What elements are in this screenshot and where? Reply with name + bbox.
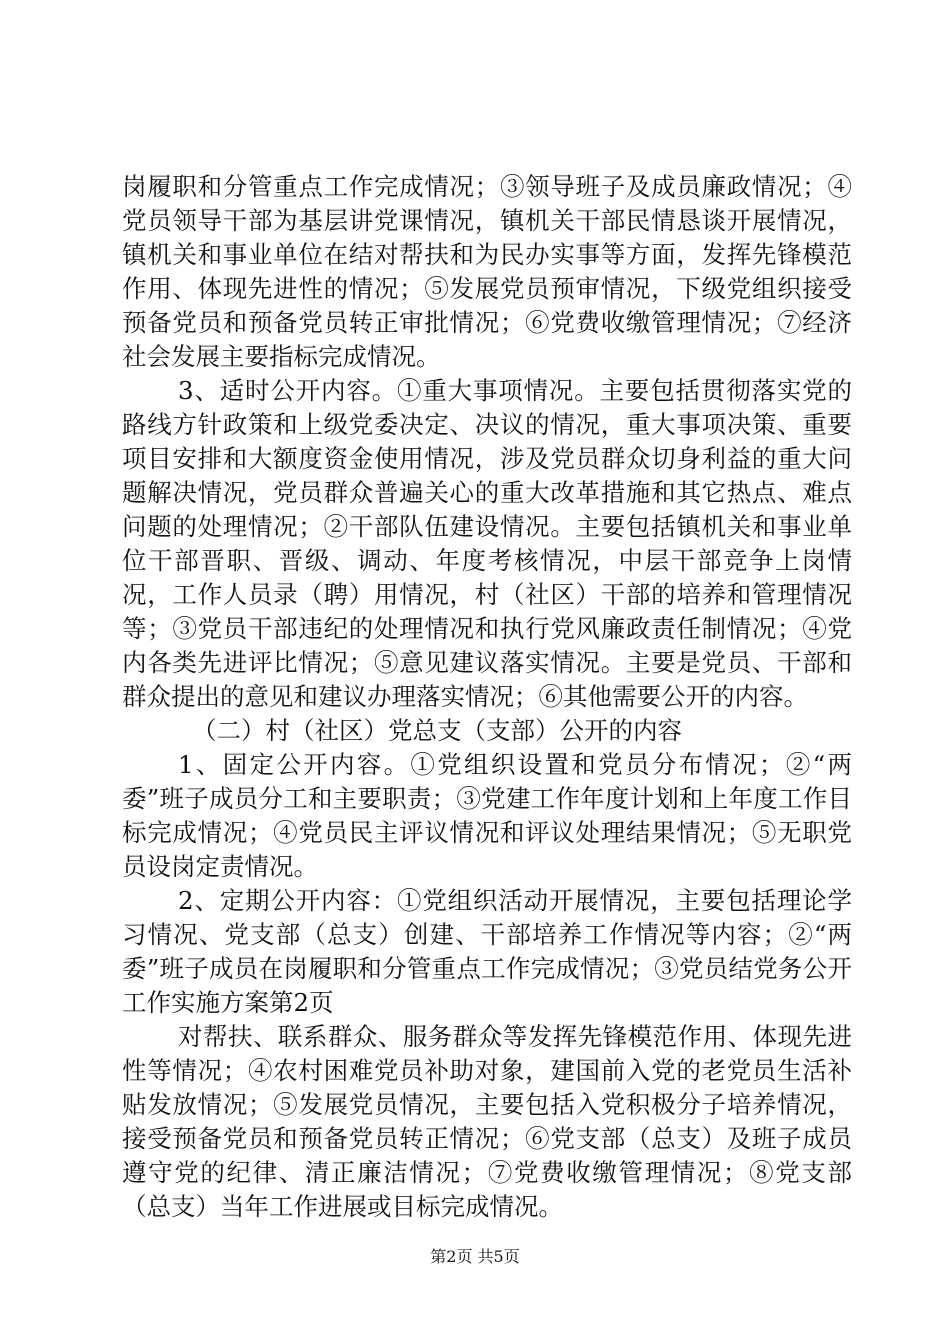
section-heading-village: （二）村（社区）党总支（支部）公开的内容: [192, 716, 682, 745]
paragraph-timely-disclosure: 3、适时公开内容。①重大事项情况。主要包括贯彻落实党的路线方针政策和上级党委决定、决议的情况，重大事项决策、重要项目安排和大额度资金使用情况，涉及党员群众切身利益的重大问题解决情况，党员群众普遍关心的重大改革措施和其它热点、难点问题的处理情况；②干部队伍建设情况。主要包括镇机关和事业单位干部晋职、晋级、调动、年度考核情况，中层干部竞争上岗情况，工作人员录（聘）用情况，村（社区）干部的培养和管理情况等；③党员干部违纪的处理情况和执行党风廉政责任制情况；④党内各类先进评比情况；⑤意见建议落实情况。主要是党员、干部和群众提出的意见和建议办理落实情况；⑥其他需要公开的内容。: [122, 376, 852, 711]
paragraph-support-services: 对帮扶、联系群众、服务群众等发挥先锋模范作用、体现先进性等情况；④农村困难党员补助对象，建国前入党的老党员生活补贴发放情况；⑤发展党员情况，主要包括入党积极分子培养情况，接受预备党员和预备党员转正情况；⑥党支部（总支）及班子成员遵守党的纪律、清正廉洁情况；⑦党费收缴管理情况；⑧党支部（总支）当年工作进展或目标完成情况。: [122, 1022, 852, 1221]
document-body: [122, 170, 852, 1224]
paragraph-periodic-disclosure: 2、定期公开内容：①党组织活动开展情况，主要包括理论学习情况、党支部（总支）创建、干部培养工作情况等内容；②“两委”班子成员在岗履职和分管重点工作完成情况；③党员结党务公开工作实施方案第2页: [122, 886, 852, 1017]
paragraph-fixed-disclosure: 1、固定公开内容。①党组织设置和党员分布情况；②“两委”班子成员分工和主要职责；③党建工作年度计划和上年度工作目标完成情况；④党员民主评议情况和评议处理结果情况；⑤无职党员设岗定责情况。: [122, 750, 852, 881]
page-number-footer: 第2页 共5页: [430, 1247, 520, 1266]
paragraph-continuation: 岗履职和分管重点工作完成情况；③领导班子及成员廉政情况；④党员领导干部为基层讲党课情况，镇机关干部民情恳谈开展情况，镇机关和事业单位在结对帮扶和为民办实事等方面，发挥先锋模范作用、体现先进性的情况；⑤发展党员预审情况，下级党组织接受预备党员和预备党员转正审批情况；⑥党费收缴管理情况；⑦经济社会发展主要指标完成情况。: [122, 172, 852, 371]
